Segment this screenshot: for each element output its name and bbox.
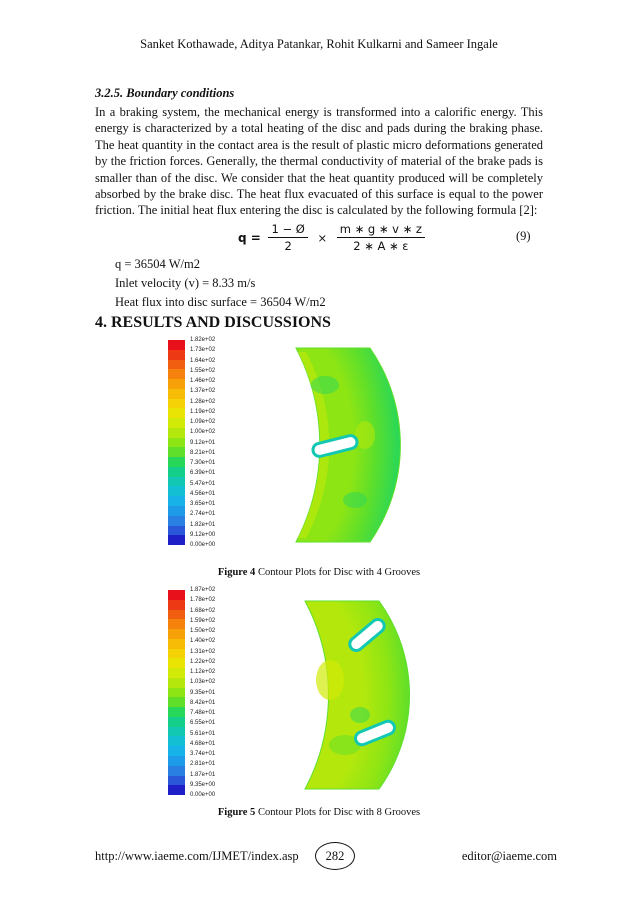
figure5-legend-label: 1.59e+02 xyxy=(190,617,216,624)
figure5-legend-label: 1.03e+02 xyxy=(190,679,216,686)
formula-times: × xyxy=(317,230,328,245)
formula-frac1-denominator: 2 xyxy=(284,239,292,253)
figure4-colorbar-swatch xyxy=(168,535,185,545)
figure4-legend-label: 1.82e+01 xyxy=(190,521,216,528)
footer-email-link[interactable]: editor@iaeme.com xyxy=(461,849,557,863)
figure5-legend-label: 6.55e+01 xyxy=(190,720,216,727)
value-inlet-velocity: Inlet velocity (v) = 8.33 m/s xyxy=(115,276,256,290)
figure4-legend-label: 1.19e+02 xyxy=(190,408,216,415)
figure4-colorbar-swatch xyxy=(168,360,185,370)
figure5-colorbar xyxy=(168,590,185,795)
figure4-legend-label: 1.46e+02 xyxy=(190,378,216,384)
figure5-colorbar-swatch xyxy=(168,678,185,688)
heat-flux-formula xyxy=(238,222,425,253)
formula-lhs: q = xyxy=(238,230,261,245)
figure4-legend-label: 8.21e+01 xyxy=(190,449,216,456)
figure4-colorbar-swatch xyxy=(168,350,185,360)
figure5-colorbar-swatch xyxy=(168,697,185,707)
figure4-legend-label: 1.00e+02 xyxy=(190,429,216,436)
figure4-legend-label: 1.37e+02 xyxy=(190,388,216,395)
figure5-disc-sector xyxy=(305,601,410,789)
figure5-colorbar-swatch xyxy=(168,785,185,795)
figure4-colorbar-swatch xyxy=(168,496,185,506)
figure4-legend-label: 6.39e+01 xyxy=(190,470,216,477)
footer-url-link[interactable]: http://www.iaeme.com/IJMET/index.asp xyxy=(95,849,299,863)
figure5-colorbar-swatch xyxy=(168,776,185,786)
figure5-legend-label: 1.22e+02 xyxy=(190,658,216,665)
figure4-legend-label: 4.56e+01 xyxy=(190,490,216,497)
figure5-legend-label: 1.87e+02 xyxy=(190,587,216,593)
figure5-colorbar-swatch xyxy=(168,727,185,737)
figure4-colorbar-swatch xyxy=(168,477,185,487)
figure4-legend-label: 9.12e+00 xyxy=(190,531,216,538)
figure5-colorbar-swatch xyxy=(168,756,185,766)
figure4-colorbar-swatch xyxy=(168,408,185,418)
figure4-colorbar-swatch xyxy=(168,418,185,428)
figure5-caption-text: Contour Plots for Disc with 8 Grooves xyxy=(255,807,421,818)
equation-number: (9) xyxy=(516,229,531,243)
body-paragraph: In a braking system, the mechanical energy is transformed into a calorific energy. This energy is characterized by a total heating of the disc and pads during the braking phase. The heat quantity in the contact area is the result of plastic micro deformations generated by the friction forces. Generally, the thermal conductivity of material of the brake pads is smaller than of the disc. We consider that the heat quantity produced will be completely absorbed by the brake disc. The heat flux evacuated of this surface is equal to the power friction. The initial heat flux entering the disc is calculated by the following formula [2]: xyxy=(95,105,543,218)
figure4-legend-label: 1.55e+02 xyxy=(190,367,216,374)
figure5-legend-label: 8.42e+01 xyxy=(190,699,216,706)
value-list xyxy=(115,255,326,312)
figure4-legend-label: 1.73e+02 xyxy=(190,347,216,354)
figure5-colorbar-swatch xyxy=(168,619,185,629)
figure5-contour-plot xyxy=(285,595,455,795)
figure5-colorbar-swatch xyxy=(168,746,185,756)
figure5-legend-label: 1.12e+02 xyxy=(190,669,216,675)
formula-fraction-2 xyxy=(337,222,425,253)
figure4-colorbar-swatch xyxy=(168,340,185,350)
figure4-colorbar-swatch xyxy=(168,428,185,438)
figure4-legend-label: 1.28e+02 xyxy=(190,398,216,405)
figure5-colorbar-swatch xyxy=(168,649,185,659)
figure5-colorbar-swatch xyxy=(168,688,185,698)
figure4-legend-label: 2.74e+01 xyxy=(190,511,216,518)
figure4-colorbar-swatch xyxy=(168,516,185,526)
value-q: q = 36504 W/m2 xyxy=(115,257,200,271)
figure5-legend-label: 1.87e+01 xyxy=(190,771,216,778)
figure4-contour-plot xyxy=(270,340,440,550)
figure5-legend-label: 2.81e+01 xyxy=(190,761,216,768)
figure5-legend-label: 0.00e+00 xyxy=(190,792,216,798)
figure5-legend-label: 1.78e+02 xyxy=(190,597,216,604)
figure5-legend-label: 5.61e+01 xyxy=(190,730,216,737)
figure5-colorbar-swatch xyxy=(168,658,185,668)
figure4-legend-label: 3.65e+01 xyxy=(190,501,216,507)
running-header: Sanket Kothawade, Aditya Patankar, Rohit Kulkarni and Sameer Ingale xyxy=(140,37,498,51)
figure5-legend-label: 4.68e+01 xyxy=(190,740,216,747)
figure4-colorbar-swatch xyxy=(168,399,185,409)
section-title: 3.2.5. Boundary conditions xyxy=(95,86,235,100)
figure4-legend-label: 7.30e+01 xyxy=(190,460,216,466)
figure4-legend-label: 9.12e+01 xyxy=(190,439,216,446)
figure5-label: Figure 5 xyxy=(217,807,256,818)
results-heading: 4. RESULTS AND DISCUSSIONS xyxy=(95,314,331,331)
figure4-colorbar-swatch xyxy=(168,438,185,448)
figure5-legend-label: 7.48e+01 xyxy=(190,710,216,716)
figure4-caption-text: Contour Plots for Disc with 4 Grooves xyxy=(255,567,421,578)
formula-frac2-numerator: m ∗ g ∗ v ∗ z xyxy=(337,222,425,238)
figure4-colorbar-swatch xyxy=(168,486,185,496)
figure4-colorbar-swatch xyxy=(168,526,185,536)
figure4-colorbar-swatch xyxy=(168,389,185,399)
figure5-colorbar-swatch xyxy=(168,590,185,600)
figure5-legend-label: 3.74e+01 xyxy=(190,751,216,757)
page-number: 282 xyxy=(315,842,355,870)
figure5-legend-label: 9.35e+01 xyxy=(190,689,216,696)
figure4-colorbar-swatch xyxy=(168,467,185,477)
formula-frac2-denominator: 2 ∗ A ∗ ε xyxy=(353,239,409,253)
figure5-colorbar-swatch xyxy=(168,610,185,620)
figure5-legend-label: 1.31e+02 xyxy=(190,648,216,655)
figure5-colorbar-swatch xyxy=(168,736,185,746)
figure4-legend-label: 0.00e+00 xyxy=(190,542,216,548)
figure4-label: Figure 4 xyxy=(217,567,256,578)
figure4-colorbar-swatch xyxy=(168,457,185,467)
figure4-legend-label: 5.47e+01 xyxy=(190,480,216,487)
formula-frac1-numerator: 1 − Ø xyxy=(268,222,307,238)
figure5-legend-label: 1.50e+02 xyxy=(190,628,216,634)
figure5-colorbar-swatch xyxy=(168,707,185,717)
figure4-legend-label: 1.09e+02 xyxy=(190,419,216,425)
figure4-colorbar xyxy=(168,340,185,545)
figure4-colorbar-swatch xyxy=(168,369,185,379)
figure5-colorbar-swatch xyxy=(168,629,185,639)
figure5-legend-label: 9.35e+00 xyxy=(190,781,216,788)
figure5-colorbar-swatch xyxy=(168,668,185,678)
figure4-legend-label: 1.82e+02 xyxy=(190,337,216,343)
figure5-colorbar-swatch xyxy=(168,766,185,776)
figure4-colorbar-swatch xyxy=(168,506,185,516)
figure4-colorbar-swatch xyxy=(168,379,185,389)
value-heat-flux: Heat flux into disc surface = 36504 W/m2 xyxy=(115,295,326,309)
figure5-legend-label: 1.40e+02 xyxy=(190,638,216,645)
figure5-colorbar-swatch xyxy=(168,717,185,727)
figure4-colorbar-swatch xyxy=(168,447,185,457)
figure5-colorbar-swatch xyxy=(168,639,185,649)
figure5-colorbar-swatch xyxy=(168,600,185,610)
figure4-caption xyxy=(0,567,638,578)
figure4-legend-label: 1.64e+02 xyxy=(190,357,216,364)
figure5-legend-label: 1.68e+02 xyxy=(190,607,216,614)
formula-fraction-1 xyxy=(268,222,307,253)
figure5-caption xyxy=(0,807,638,818)
